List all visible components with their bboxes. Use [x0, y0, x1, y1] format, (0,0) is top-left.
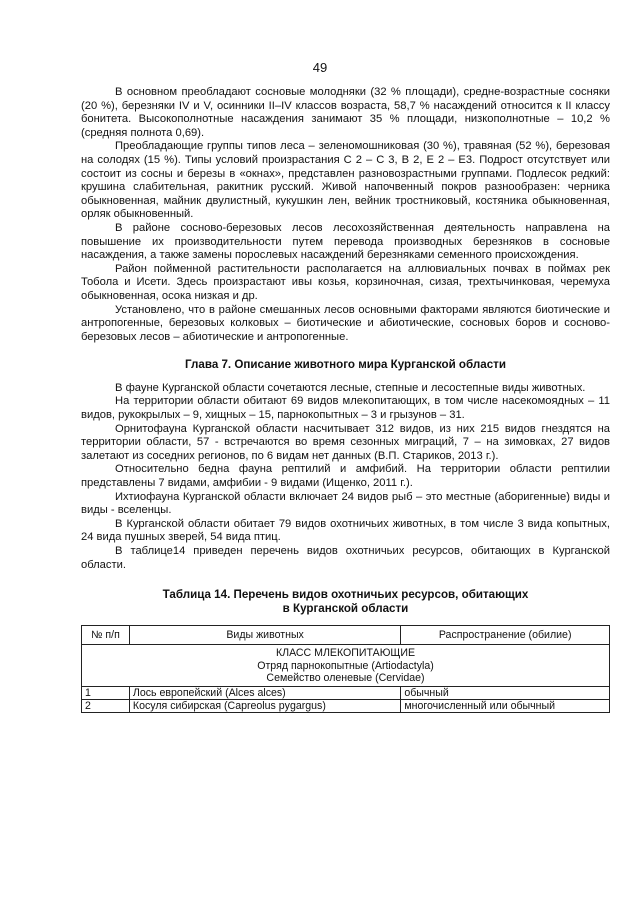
species-table: [81, 625, 610, 713]
chapter-heading: Глава 7. Описание животного мира Курганской области: [185, 358, 506, 372]
group-cell: [82, 645, 610, 687]
row-number: 2: [82, 700, 130, 713]
table-row: [82, 700, 610, 713]
table-title-line: в Курганской области: [282, 602, 409, 616]
table-title: [81, 588, 610, 616]
order-label: Отряд парнокопытные (Artiodactyla): [257, 659, 434, 672]
paragraph: В районе сосново-березовых лесов лесохозяйственная деятельность направлена на повышение их производительности путем перевода производных березняков в сосновые насаждения, а также замены порослевых насаждений березняками семенного происхождения.: [81, 221, 610, 262]
table-row: [82, 687, 610, 700]
table-header-row: [82, 626, 610, 645]
header-cell-distribution: Распространение (обилие): [401, 626, 610, 645]
paragraph: На территории области обитают 69 видов млекопитающих, в том числе насекомоядных – 11 видов, рукокрылых – 9, хищных – 15, парнокопытных – 3 и грызунов – 31.: [81, 395, 610, 422]
paragraph: В таблице14 приведен перечень видов охотничьих ресурсов, обитающих в Курганской области.: [81, 545, 610, 571]
row-distribution: многочисленный или обычный: [401, 700, 610, 713]
paragraph: В основном преобладают сосновые молодняки (32 % площади), средне-возрастные сосняки (20 %), березняки IV и V, осинники II–IV классов возраста, 58,7 % насаждений относится к II классу бонитета. Высокополнотные насаждения занимают 35 % площади, низкополнотные – 10,2 % (средняя полнота 0,69).: [81, 86, 610, 139]
row-species: Косуля сибирская (Capreolus pygargus): [129, 700, 400, 713]
paragraph: Район пойменной растительности располагается на аллювиальных почвах в поймах рек Тобола и Исети. Здесь произрастают ивы козья, корзиночная, сизая, трехтычинковая, черемуха обыкновенная, осока низкая и др.: [81, 262, 610, 302]
page-number: 49: [312, 60, 328, 75]
paragraph: Орнитофауна Курганской области насчитывает 312 видов, из них 215 видов гнездятся на территории области, 57 - встречаются во время сезонных миграций, 7 – на зимовках, 27 видов залетают из соседних регионов, по 6 видам нет данных (В.П. Стариков, 2013 г.).: [81, 422, 610, 462]
row-species: Лось европейский (Alces alces): [129, 687, 400, 700]
paragraph: В фауне Курганской области сочетаются лесные, степные и лесостепные виды животных.: [115, 381, 586, 394]
family-label: Семейство оленевые (Cervidae): [266, 671, 425, 684]
paragraph: В Курганской области обитает 79 видов охотничьих животных, в том числе 3 вида копытных, 24 вида пушных зверей, 54 вида птиц.: [81, 517, 610, 544]
row-number: 1: [82, 687, 130, 700]
paragraph: Относительно бедна фауна рептилий и амфибий. На территории области рептилии представлены 7 видами, амфибии - 9 видами (Ищенко, 2011 г.).: [81, 463, 610, 490]
table-title-line: Таблица 14. Перечень видов охотничьих ресурсов, обитающих: [162, 588, 529, 602]
paragraph: Установлено, что в районе смешанных лесов основными факторами являются биотические и антропогенные, березовых колковых – биотические и абиотические, сосновых боров и сосново-березовых лесов – абиотические и антропогенные.: [81, 303, 610, 343]
header-cell-number: № п/п: [82, 626, 130, 645]
class-label: КЛАСС МЛЕКОПИТАЮЩИЕ: [275, 647, 416, 660]
document-body: [81, 86, 610, 713]
header-cell-species: Виды животных: [129, 626, 400, 645]
row-distribution: обычный: [401, 687, 610, 700]
paragraph: Ихтиофауна Курганской области включает 24 видов рыб – это местные (аборигенные) виды и виды - вселенцы.: [81, 490, 610, 517]
table-group-row: [82, 645, 610, 687]
paragraph: Преобладающие группы типов леса – зеленомошниковая (30 %), травяная (52 %), березовая на солодях (15 %). Типы условий произрастания С 2 – С 3, В 2, Е 2 – Е3. Подрост отсутствует или состоит из сосны и березы в «окнах», представлен разновозрастными группами. Подлесок редкий: крушина слабительная, ракитник русский. Живой напочвенный покров разнообразен: черника обыкновенная, майник двулистный, кукушкин лен, вейник тростниковый, костяника обыкновенная, орляк обыкновенный.: [81, 140, 610, 221]
